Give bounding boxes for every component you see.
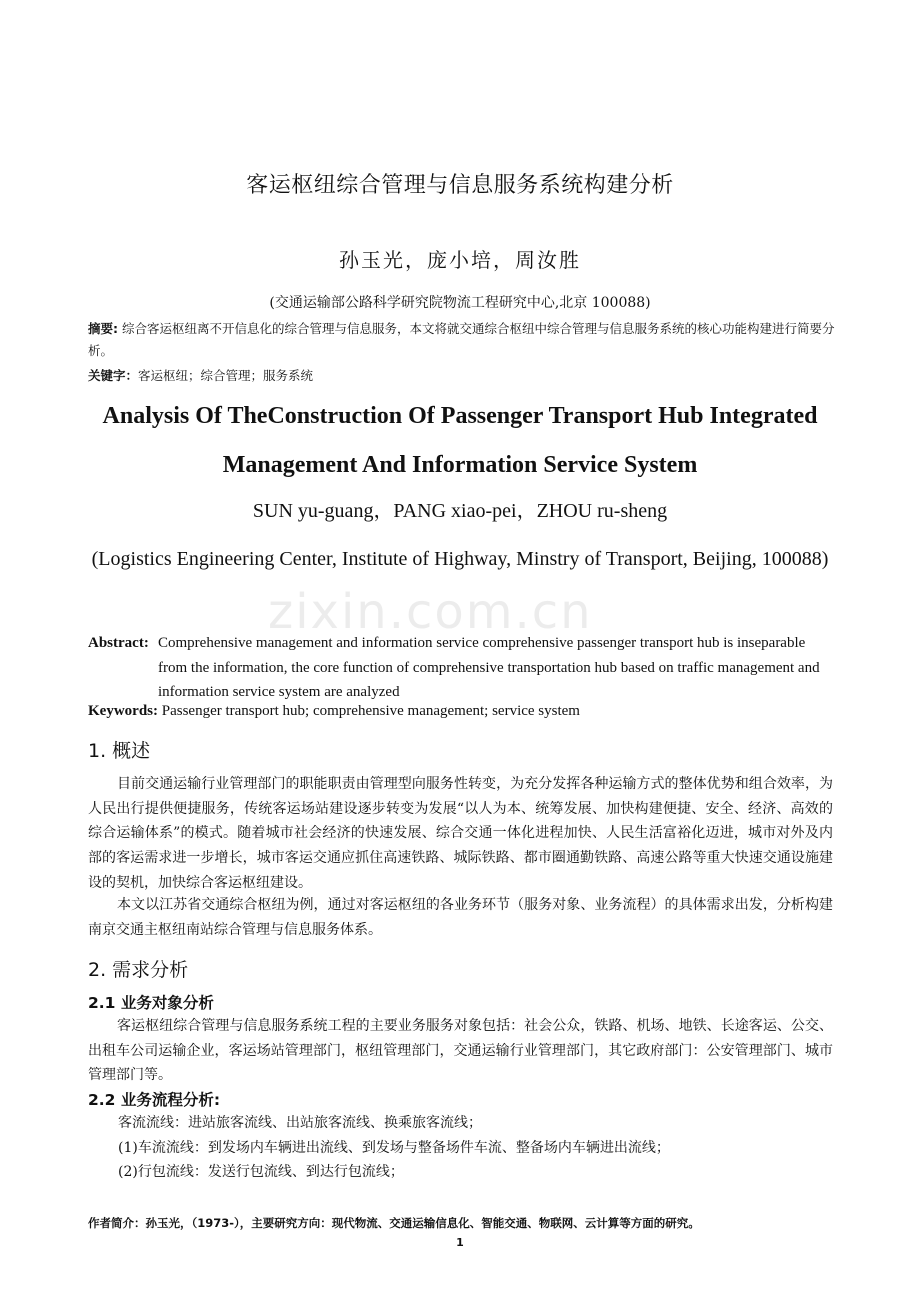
- authors-en: SUN yu-guang，PANG xiao-pei，ZHOU ru-sheng: [252, 500, 668, 522]
- keywords-cn-text: 客运枢纽；综合管理；服务系统: [138, 368, 314, 383]
- keywords-en: [88, 703, 833, 720]
- section-2-heading: 2. 需求分析: [88, 959, 189, 981]
- section-2-1-heading: 2.1 业务对象分析: [88, 994, 214, 1012]
- page-number: 1: [456, 1236, 464, 1249]
- section-1-paragraph-2: 本文以江苏省交通综合枢纽为例，通过对客运枢纽的各业务环节（服务对象、业务流程）的具体需求出发，分析构建南京交通主枢纽南站综合管理与信息服务体系。: [88, 897, 833, 938]
- flow-line-item: (1)车流流线：到发场内车辆进出流线、到发场与整备场件车流、整备场内车辆进出流线；: [118, 1140, 670, 1156]
- abstract-cn-text: 综合客运枢纽离不开信息化的综合管理与信息服务，本文将就交通综合枢纽中综合管理与信息服务系统的核心功能构建进行简要分析。: [88, 321, 835, 358]
- keywords-en-label: Keywords:: [88, 703, 158, 719]
- section-1-paragraph-1: 目前交通运输行业管理部门的职能职责由管理型向服务性转变，为充分发挥各种运输方式的整体优势和组合效率，为人民出行提供便捷服务，传统客运场站建设逐步转变为发展“以人为本、统筹发展、加快构建便捷、安全、经济、高效的综合运输体系”的模式。随着城市社会经济的快速发展、综合交通一体化进程加快、人民生活富裕化迈进，城市对外及内部的客运需求进一步增长，城市客运交通应抓住高速铁路、城际铁路、都市圈通勤铁路、高速公路等重大快速交通设施建设的契机，加快综合客运枢纽建设。: [88, 776, 833, 891]
- flow-line-item: (2)行包流线：发送行包流线、到达行包流线；: [118, 1164, 404, 1180]
- affiliation-en: (Logistics Engineering Center, Institute of Highway, Minstry of Transport, Beijing, 100088): [91, 548, 829, 570]
- abstract-cn-label: 摘要:: [88, 321, 118, 336]
- flow-line-item: 客流流线：进站旅客流线、出站旅客流线、换乘旅客流线；: [118, 1115, 482, 1131]
- authors-cn: 孙玉光，庞小培，周汝胜: [339, 248, 581, 272]
- abstract-cn: [88, 318, 838, 362]
- paper-title-en: Analysis Of TheConstruction Of Passenger Transport Hub Integrated Management And Information Service System: [102, 403, 818, 478]
- keywords-cn-label: 关键字：: [88, 368, 139, 383]
- keywords-cn: [88, 366, 838, 384]
- abstract-en-label: Abstract:: [88, 635, 149, 651]
- section-2-1-paragraph: 客运枢纽综合管理与信息服务系统工程的主要业务服务对象包括：社会公众，铁路、机场、地铁、长途客运、公交、出租车公司运输企业，客运场站管理部门，枢纽管理部门，交通运输行业管理部门，其它政府部门：公安管理部门、城市管理部门等。: [88, 1018, 833, 1084]
- affiliation-cn: (交通运输部公路科学研究院物流工程研究中心,北京 100088): [269, 295, 651, 311]
- keywords-en-text: Passenger transport hub; comprehensive management; service system: [161, 703, 580, 719]
- watermark: zixin.com.cn: [268, 584, 593, 640]
- author-footnote: 作者简介：孙玉光，（1973-），主要研究方向：现代物流、交通运输信息化、智能交通、物联网、云计算等方面的研究。: [88, 1216, 700, 1230]
- paper-title-cn: 客运枢纽综合管理与信息服务系统构建分析: [246, 173, 674, 198]
- abstract-en-text: Comprehensive management and information service comprehensive passenger transport hub is inseparable from the information, the core function of comprehensive transportation hub based on traffic management and information service system are analyzed: [158, 635, 820, 700]
- section-1-heading: 1. 概述: [88, 740, 151, 762]
- section-2-2-heading: 2.2 业务流程分析:: [88, 1091, 221, 1109]
- abstract-en: [88, 631, 833, 705]
